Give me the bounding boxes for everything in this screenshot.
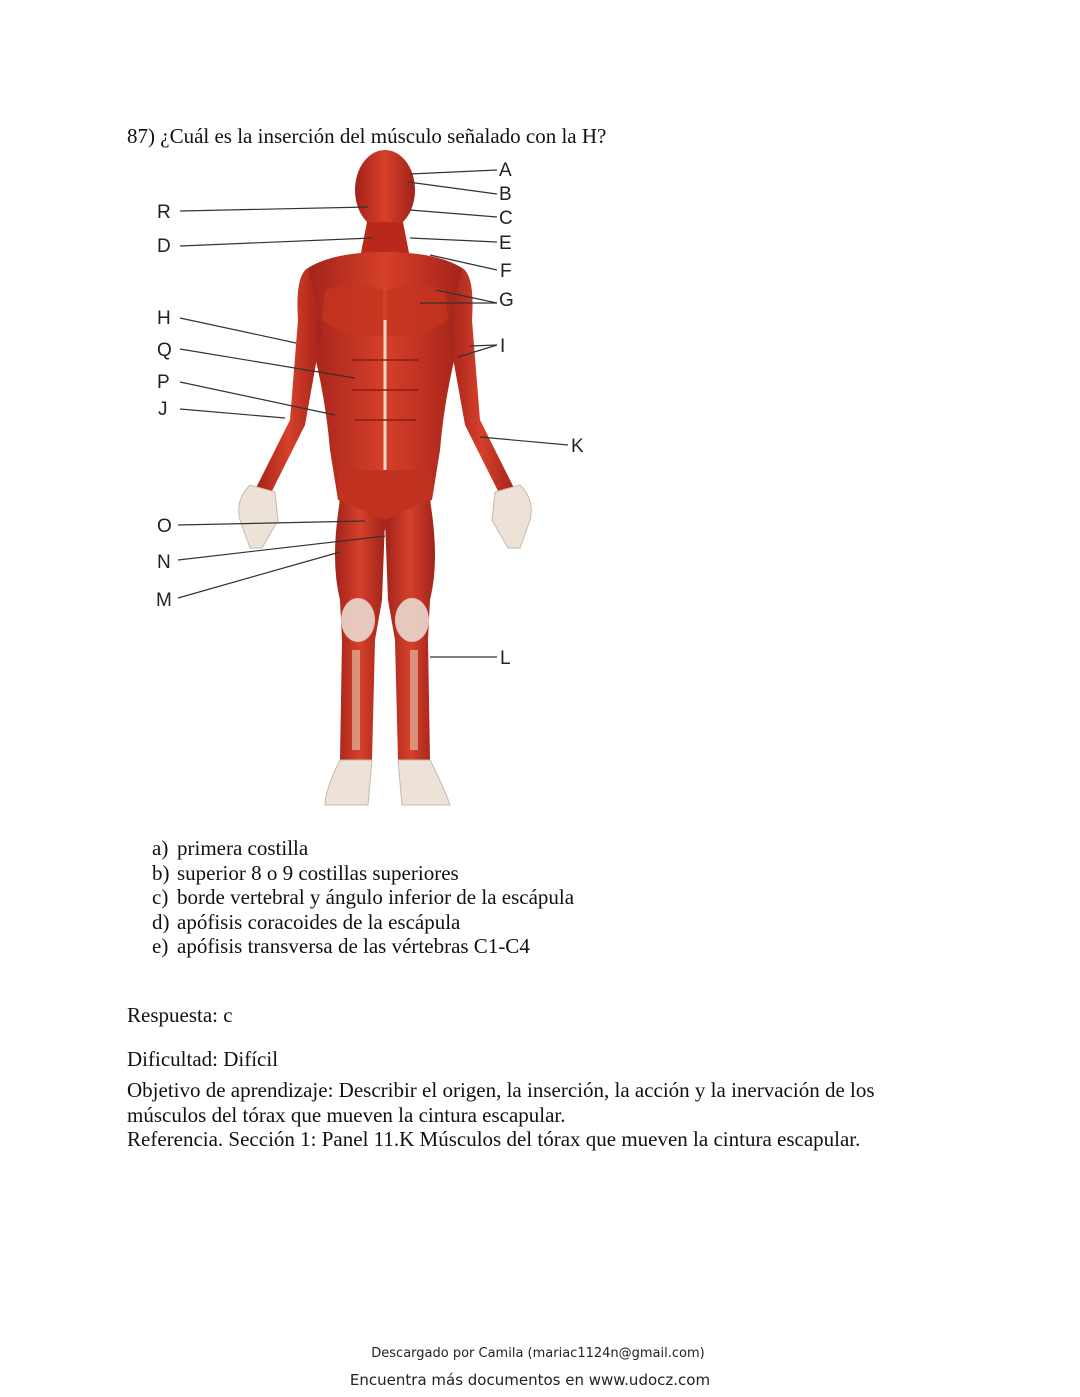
label-k: K <box>571 436 584 457</box>
option-text: superior 8 o 9 costillas superiores <box>177 860 459 885</box>
option-a <box>152 836 574 861</box>
question-text: 87) ¿Cuál es la inserción del músculo señalado con la H? <box>127 124 607 148</box>
body-illustration <box>239 150 532 805</box>
option-b <box>152 861 574 886</box>
label-j: J <box>158 399 168 420</box>
muscle-anatomy-figure <box>150 150 600 815</box>
answer-line: Respuesta: c <box>127 1003 233 1027</box>
label-i: I <box>500 336 506 357</box>
label-d: D <box>157 236 171 257</box>
option-text: primera costilla <box>177 836 309 860</box>
option-c <box>152 885 574 910</box>
label-r: R <box>157 202 171 223</box>
objective-line-2: músculos del tórax que mueven la cintura escapular. <box>127 1102 566 1127</box>
answer-options <box>152 836 574 959</box>
label-l: L <box>500 648 511 669</box>
figure-labels-left <box>156 202 172 611</box>
label-f: F <box>500 261 512 282</box>
option-text: apófisis transversa de las vértebras C1-C4 <box>177 934 530 958</box>
label-o: O <box>157 516 172 537</box>
label-b: B <box>499 184 512 205</box>
option-text: apófisis coracoides de la escápula <box>177 909 461 934</box>
option-key: d) <box>152 909 170 934</box>
option-text: borde vertebral y ángulo inferior de la escápula <box>177 885 575 909</box>
option-key: a) <box>152 836 169 860</box>
label-a: A <box>499 160 512 181</box>
option-key: b) <box>152 860 170 885</box>
reference-line: Referencia. Sección 1: Panel 11.K Músculos del tórax que mueven la cintura escapular. <box>127 1127 861 1151</box>
label-p: P <box>157 372 170 393</box>
label-m: M <box>156 590 172 611</box>
learning-objective <box>127 1078 927 1152</box>
option-key: c) <box>152 885 169 909</box>
label-c: C <box>499 208 513 229</box>
difficulty-line: Dificultad: Difícil <box>127 1047 279 1071</box>
option-d <box>152 910 574 935</box>
figure-labels-right <box>499 160 584 669</box>
label-q: Q <box>157 340 172 361</box>
label-n: N <box>157 552 171 573</box>
footer-downloaded-by: Descargado por Camila (mariac1124n@gmail.com) <box>371 1346 705 1361</box>
label-e: E <box>499 233 512 254</box>
label-h: H <box>157 308 171 329</box>
label-g: G <box>499 290 514 311</box>
footer-more-documents[interactable]: Encuentra más documentos en www.udocz.com <box>349 1371 711 1389</box>
option-e <box>152 934 574 959</box>
option-key: e) <box>152 934 169 958</box>
objective-line-1: Objetivo de aprendizaje: Describir el origen, la inserción, la acción y la inervación de los <box>127 1078 875 1102</box>
